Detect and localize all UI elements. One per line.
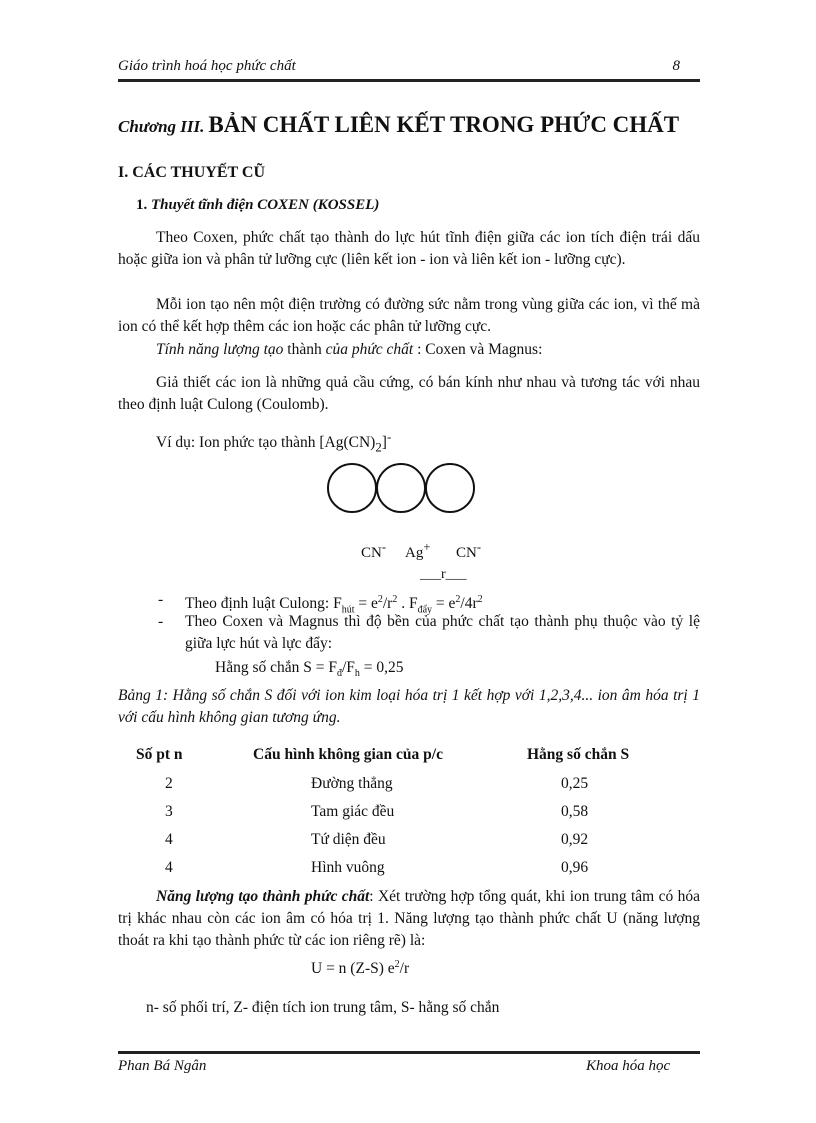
table-header-config: Cấu hình không gian của p/c — [253, 746, 443, 763]
radius-label: ___r___ — [420, 567, 467, 582]
energy-text: : Xét trường hợp tổng quát, khi ion trung tâm có hóa trị khác nhau còn các ion âm có hóa trị 1. Năng lượng tạo thành phức chất U (năng lượng thoát ra khi tạo thành phức từ các ion riêng rẽ) là: — [118, 888, 700, 949]
page-header — [118, 58, 700, 80]
ion-label-left — [361, 540, 386, 562]
ion-left-text: CN — [361, 545, 382, 561]
formula-prefix: Hằng số chắn S = F — [215, 659, 337, 676]
formula-sub-d: đ — [336, 668, 342, 680]
bullet-dash-2: - — [158, 613, 164, 630]
paragraph-1: Theo Coxen, phức chất tạo thành do lực hút tĩnh điện giữa các ion tích điện trái dấu hoặc giữa ion và phân tử lưỡng cực (liên kết ion - ion và liên kết ion - lưỡng cực). — [118, 229, 700, 268]
header-rule — [118, 79, 700, 82]
bullet-dash-1: - — [158, 591, 164, 608]
page-number: 8 — [672, 58, 680, 74]
ion-right-text: CN — [456, 545, 477, 561]
coulomb-prefix: Theo định luật Culong: F — [185, 595, 342, 613]
subsection-number: 1. — [136, 197, 148, 213]
screening-formula — [215, 659, 404, 679]
coulomb-mid5: /4r — [460, 595, 478, 613]
coulomb-mid4: = e — [432, 595, 456, 613]
energy-lead: Năng lượng tạo thành phức chất — [156, 888, 370, 905]
example-line — [118, 426, 700, 458]
energy-formula-prefix: U = n (Z-S) e — [311, 960, 395, 978]
energy-formula — [311, 959, 409, 978]
ion-mid-text: Ag — [405, 545, 424, 561]
ion-circle-middle — [377, 464, 425, 512]
paragraph-3-italic-a: Tính năng lượng tạo — [156, 341, 284, 358]
footer-rule — [118, 1051, 700, 1054]
paragraph-4: Giả thiết các ion là những quả cầu cứng, có bán kính như nhau và tương tác với nhau theo định luật Culong (Coulomb). — [118, 374, 700, 413]
formula-mid: /F — [341, 659, 355, 676]
example-sub: 2 — [375, 439, 382, 455]
energy-paragraph — [118, 886, 700, 952]
table-cell-r1-n: 2 — [165, 775, 173, 792]
paragraph-2: Mỗi ion tạo nên một điện trường có đường sức nằm trong vùng giữa các ion, vì thế mà ion có thể kết hợp thêm các ion hoặc các phân tử lưỡng cực. — [118, 296, 700, 335]
ion-circles-diagram — [326, 458, 476, 518]
coulomb-sub-day: đẩy — [417, 604, 433, 616]
subsection-name: Thuyết tĩnh điện COXEN (KOSSEL) — [151, 197, 380, 213]
table-cell-r4-n: 4 — [165, 859, 173, 876]
table-cell-r3-s: 0,92 — [561, 831, 589, 848]
ion-circle-left — [328, 464, 376, 512]
chapter-heading — [118, 112, 679, 138]
ion-label-right — [456, 540, 481, 562]
footer-author: Phan Bá Ngân — [118, 1058, 207, 1074]
table-cell-r4-s: 0,96 — [561, 859, 589, 876]
table-caption: Bảng 1: Hằng số chắn S đối với ion kim loại hóa trị 1 kết hợp với 1,2,3,4... ion âm hóa trị 1 với cấu hình không gian tương ứng. — [118, 687, 700, 726]
table-cell-r1-config: Đường thẳng — [311, 775, 393, 792]
energy-formula-sup: 2 — [394, 959, 400, 970]
coulomb-mid2: /r — [382, 595, 393, 613]
chapter-label: Chương III. — [118, 117, 205, 136]
energy-formula-end: /r — [399, 960, 410, 978]
energy-legend: n- số phối trí, Z- điện tích ion trung tâm, S- hằng số chắn — [146, 999, 500, 1016]
paragraph-3 — [118, 339, 700, 361]
ion-circle-right — [426, 464, 474, 512]
bullet-2: Theo Coxen và Magnus thì độ bền của phức chất tạo thành phụ thuộc vào tỷ lệ giữa lực hút và lực đẩy: — [185, 613, 700, 652]
ion-mid-charge: + — [423, 540, 431, 554]
ion-label-middle — [405, 540, 430, 562]
table-cell-r4-config: Hình vuông — [311, 859, 385, 876]
example-sup: - — [386, 429, 392, 444]
chapter-title: BẢN CHẤT LIÊN KẾT TRONG PHỨC CHẤT — [208, 112, 680, 137]
coulomb-mid3: . F — [397, 595, 418, 613]
example-close: ] — [381, 434, 387, 452]
table-cell-r3-n: 4 — [165, 831, 173, 848]
table-cell-r2-s: 0,58 — [561, 803, 589, 820]
footer-department: Khoa hóa học — [586, 1058, 671, 1074]
coulomb-sup3: 2 — [455, 594, 461, 605]
coulomb-sub-hut: hút — [341, 604, 355, 616]
subsection-title — [136, 197, 379, 214]
header-title: Giáo trình hoá học phức chất — [118, 58, 296, 74]
table-cell-r3-config: Tứ diện đều — [311, 831, 386, 848]
paragraph-3-italic-b: của phức chất — [325, 341, 414, 358]
table-cell-r1-s: 0,25 — [561, 775, 589, 792]
table-cell-r2-n: 3 — [165, 803, 173, 820]
table-header-s: Hằng số chắn S — [527, 746, 630, 763]
table-header-n: Số pt n — [136, 746, 183, 763]
ion-left-charge: - — [381, 540, 387, 554]
paragraph-3-mid: thành — [283, 341, 326, 358]
table-cell-r2-config: Tam giác đều — [311, 803, 395, 820]
coulomb-mid1: = e — [354, 595, 378, 613]
paragraph-3-end: : Coxen và Magnus: — [413, 341, 543, 358]
formula-end: = 0,25 — [359, 659, 404, 676]
coulomb-sup2: 2 — [392, 594, 398, 605]
example-prefix: Ví dụ: Ion phức tạo thành [Ag(CN) — [156, 434, 376, 452]
formula-sub-h: h — [354, 668, 360, 680]
ion-right-charge: - — [476, 540, 482, 554]
section-title: I. CÁC THUYẾT CŨ — [118, 164, 265, 181]
coulomb-sup1: 2 — [377, 594, 383, 605]
coulomb-sup4: 2 — [477, 594, 483, 605]
